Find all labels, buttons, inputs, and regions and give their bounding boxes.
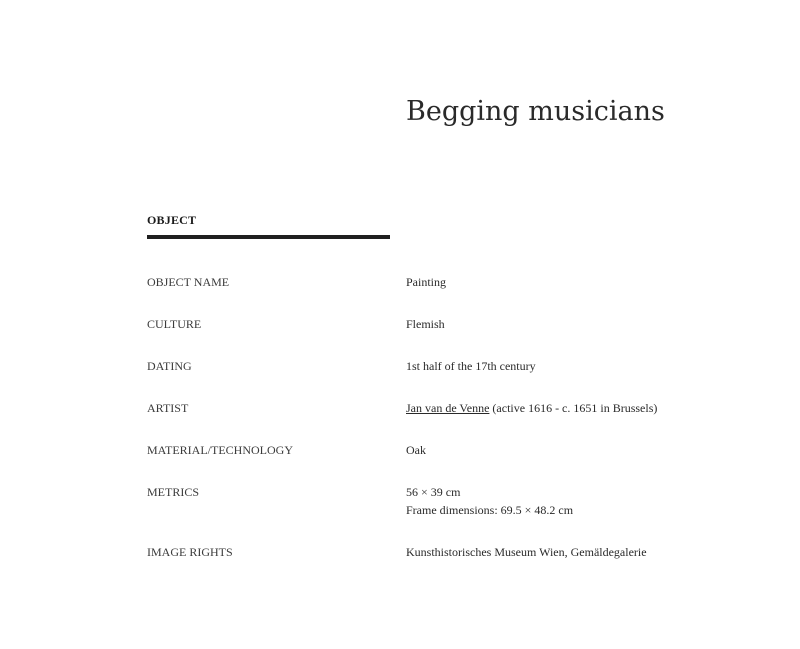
detail-label: IMAGE RIGHTS xyxy=(147,545,233,559)
detail-value: Oak xyxy=(406,443,426,457)
metrics-dimensions: 56 × 39 cm xyxy=(406,485,461,499)
detail-label: DATING xyxy=(147,359,192,373)
artist-link[interactable]: Jan van de Venne xyxy=(406,401,490,415)
detail-label: OBJECT NAME xyxy=(147,275,230,289)
detail-value: Painting xyxy=(406,275,447,289)
detail-label: METRICS xyxy=(147,485,200,499)
metrics-frame-dimensions: Frame dimensions: 69.5 × 48.2 cm xyxy=(406,503,574,517)
detail-label: ARTIST xyxy=(147,401,189,415)
section-divider xyxy=(147,235,390,239)
detail-value xyxy=(406,483,573,519)
detail-value: 1st half of the 17th century xyxy=(406,359,536,373)
section-label-object: OBJECT xyxy=(147,213,197,227)
detail-value: Flemish xyxy=(406,317,445,331)
detail-label: MATERIAL/TECHNOLOGY xyxy=(147,443,293,457)
detail-value xyxy=(406,399,657,417)
artist-active-dates: (active 1616 - c. 1651 in Brussels) xyxy=(489,401,658,415)
detail-value: Kunsthistorisches Museum Wien, Gemäldegalerie xyxy=(406,545,647,559)
page-title: Begging musicians xyxy=(406,96,665,127)
detail-label: CULTURE xyxy=(147,317,202,331)
